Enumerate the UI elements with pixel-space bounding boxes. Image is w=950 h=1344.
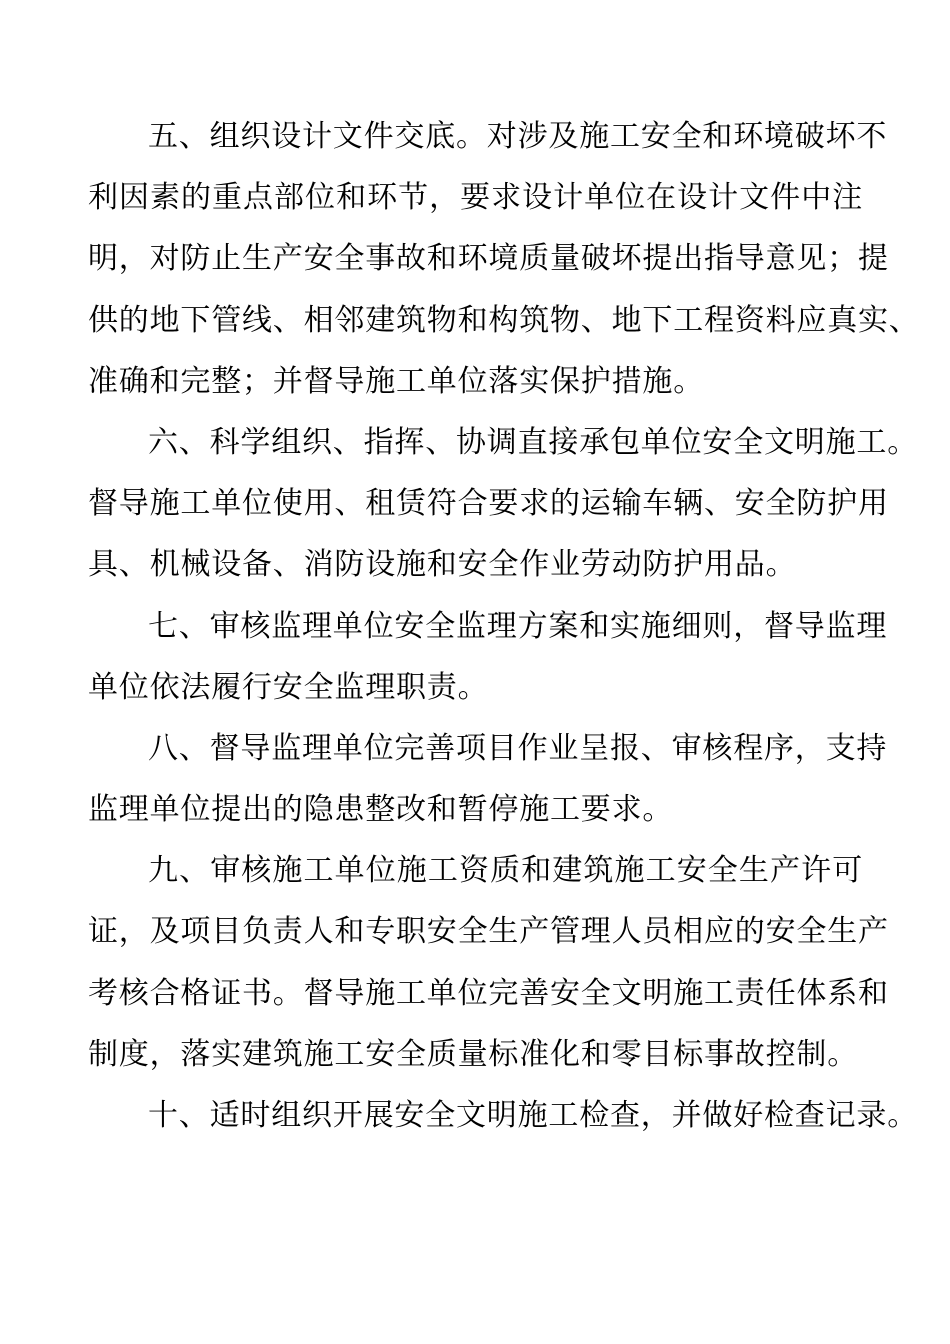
text-line: 考核合格证书。督导施工单位完善安全文明施工责任体系和 [88, 975, 889, 1011]
paragraph-9 [88, 840, 889, 1085]
text-line: 五、组织设计文件交底。对涉及施工安全和环境破坏不 [148, 119, 888, 154]
text-line: 十、适时组织开展安全文明施工检查，并做好检查记录。 [148, 1098, 918, 1133]
document-body [88, 106, 920, 1146]
paragraph-7 [88, 596, 888, 718]
text-line: 七、审核监理单位安全监理方案和实施细则，督导监理 [148, 608, 888, 644]
text-line: 八、督导监理单位完善项目作业呈报、审核程序，支持 [148, 730, 888, 766]
text-line: 证，及项目负责人和专职安全生产管理人员相应的安全生产 [88, 914, 889, 950]
text-line: 准确和完整；并督导施工单位落实保护措施。 [88, 363, 704, 399]
paragraph-10 [88, 1085, 918, 1146]
paragraph-8 [88, 718, 888, 840]
text-line: 六、科学组织、指挥、协调直接承包单位安全文明施工。 [148, 424, 918, 460]
text-line: 单位依法履行安全监理职责。 [88, 669, 489, 705]
text-line: 供的地下管线、相邻建筑物和构筑物、地下工程资料应真实、 [88, 302, 920, 338]
paragraph-6 [88, 412, 918, 596]
text-line: 具、机械设备、消防设施和安全作业劳动防护用品。 [88, 547, 797, 583]
text-line: 利因素的重点部位和环节，要求设计单位在设计文件中注 [88, 180, 863, 216]
text-line: 制度，落实建筑施工安全质量标准化和零目标事故控制。 [88, 1036, 858, 1072]
paragraph-5 [88, 106, 920, 412]
text-line: 监理单位提出的隐患整改和暂停施工要求。 [88, 792, 674, 828]
text-line: 九、审核施工单位施工资质和建筑施工安全生产许可 [148, 853, 863, 889]
text-line: 明，对防止生产安全事故和环境质量破坏提出指导意见；提 [88, 241, 889, 277]
text-line: 督导施工单位使用、租赁符合要求的运输车辆、安全防护用 [88, 486, 889, 522]
